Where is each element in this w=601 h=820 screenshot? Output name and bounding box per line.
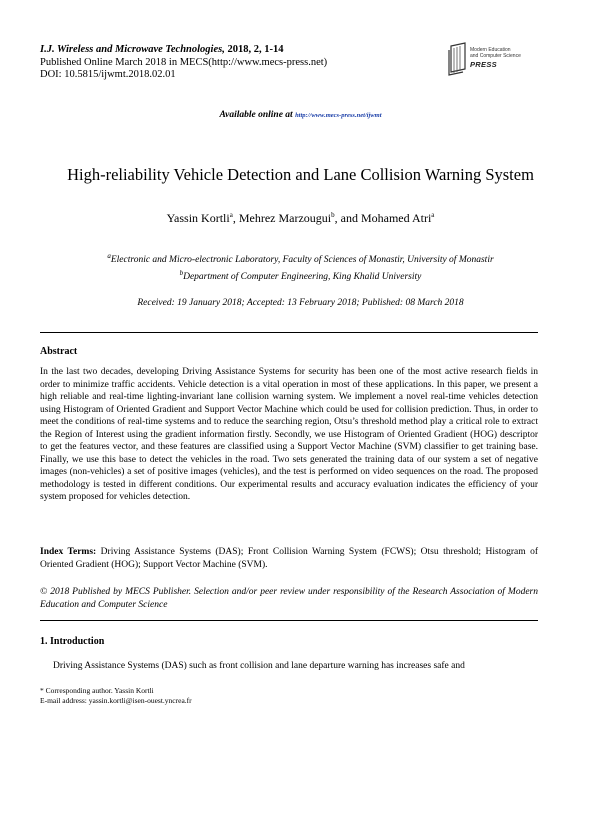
divider — [40, 620, 538, 621]
journal-name: I.J. Wireless and Microwave Technologies, — [40, 44, 225, 55]
available-online — [0, 110, 601, 120]
author-name: Yassin Kortli — [166, 211, 230, 225]
affiliations — [0, 250, 601, 283]
introduction-heading: 1. Introduction — [40, 636, 105, 647]
publication-dates: Received: 19 January 2018; Accepted: 13 February 2018; Published: 08 March 2018 — [137, 298, 464, 308]
affiliation-text: Department of Computer Engineering, King Khalid University — [183, 271, 422, 282]
paper-title: High-reliability Vehicle Detection and Lane Collision Warning System — [67, 165, 534, 184]
introduction-text: Driving Assistance Systems (DAS) such as front collision and lane departure warning has increases safe and — [53, 661, 465, 671]
available-label: Available online at — [219, 110, 293, 120]
footnote-corresponding: * Corresponding author. Yassin Kortli — [40, 686, 154, 695]
index-terms — [40, 546, 538, 571]
book-stack-icon — [448, 42, 470, 76]
abstract-text: In the last two decades, developing Driving Assistance Systems for security has been one of the most active research fields in order to minimize traffic accidents. Vehicle detection is a vital operation in most of these applications. In this paper, we present a high reliable and real-time lighting-invariant lane collision warning system. We implement a novel real-time vehicles detection using Histogram of Oriented Gradient and Support Vector Machine which could be used for collision prediction. Thus, in order to meet the conditions of real-time systems and to reduce the searching region, Otsu’s threshold method play a critical role to extract the Region of Interest using the gradient information firstly. Secondly, we use Histogram of Oriented Gradient (HOG) descriptor to get the features vector, and these features are classified using a Support Vector Machine (SVM) classifier to get training base. Finally, we use this base to detect the vehicles in the road. Two sets generated the training data of our system a set of negative images (non-vehicles) a set of positive images (vehicles), and the test is performed on video sequences on the road. The proposed methodology is tested in different conditions. Our experimental results and accuracy evaluation indicates the efficiency of your system proposed for vehicles detection. — [40, 367, 538, 503]
author-separator: , — [232, 211, 239, 225]
affiliation-line — [0, 267, 601, 284]
logo-text — [470, 47, 521, 59]
affiliation-line — [0, 250, 601, 267]
copyright-notice: © 2018 Published by MECS Publisher. Selection and/or peer review under responsibility of the Research Association of Modern Education and Computer Science — [40, 587, 538, 610]
journal-issue: 2018, 2, 1-14 — [227, 44, 284, 55]
footnote-email: E-mail address: yassin.kortli@isen-ouest.yncrea.fr — [40, 696, 192, 705]
author-affil-mark: a — [431, 211, 435, 219]
affiliation-mark: b — [179, 268, 184, 277]
index-terms-label: Index Terms: — [40, 547, 97, 557]
journal-citation — [40, 44, 327, 57]
logo-line1: Modern Education — [470, 47, 511, 53]
publisher-logo — [448, 38, 560, 84]
author-name: Mehrez Marzougui — [238, 211, 332, 225]
divider — [40, 332, 538, 333]
author-name: Mohamed Atri — [360, 211, 432, 225]
journal-url-link[interactable]: http://www.mecs-press.net/ijwmt — [295, 112, 382, 119]
doi-line: DOI: 10.5815/ijwmt.2018.02.01 — [40, 69, 176, 81]
author-affil-mark: b — [331, 211, 335, 219]
author-list — [0, 211, 601, 226]
affiliation-text: Electronic and Micro-electronic Laboratory, Faculty of Sciences of Monastir, University of Monastir — [110, 255, 494, 266]
abstract-heading: Abstract — [40, 346, 78, 357]
published-line: Published Online March 2018 in MECS(http://www.mecs-press.net) — [40, 56, 328, 68]
affiliation-mark: a — [107, 252, 111, 260]
logo-press: PRESS — [470, 60, 497, 69]
index-terms-text: Driving Assistance Systems (DAS); Front Collision Warning System (FCWS); Otsu threshold; Histogram of Oriented Gradient (HOG); Support Vector Machine (SVM). — [40, 547, 539, 570]
author-affil-mark: a — [229, 211, 233, 219]
logo-line2: and Computer Science — [470, 53, 521, 59]
author-separator: , and — [334, 211, 361, 225]
journal-header — [40, 44, 327, 82]
